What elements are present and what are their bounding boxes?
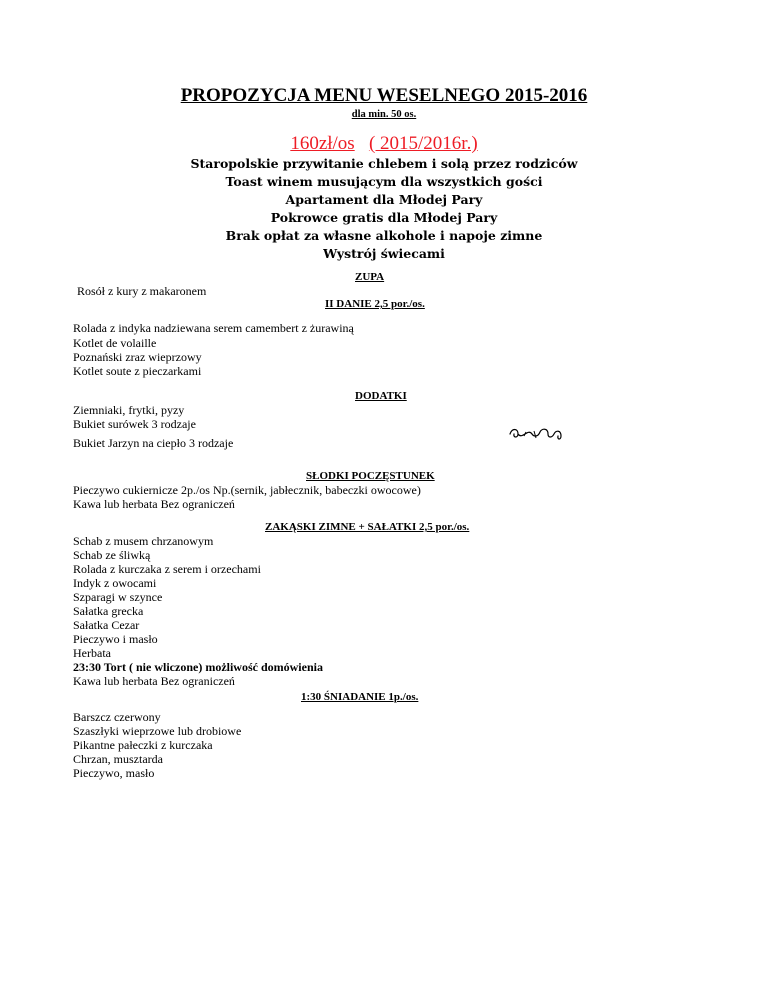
menu-item: Bukiet Jarzyn na ciepło 3 rodzaje [73, 436, 234, 450]
menu-item: Kawa lub herbata Bez ograniczeń [73, 674, 235, 688]
menu-item: Ziemniaki, frytki, pyzy [73, 403, 185, 417]
menu-item: Rolada z indyka nadziewana serem camembert z żurawiną [73, 321, 354, 335]
menu-item: Pieczywo cukiernicze 2p./os Np.(sernik, jabłecznik, babeczki owocowe) [73, 483, 421, 497]
menu-item: Szaszłyki wieprzowe lub drobiowe [73, 724, 242, 738]
perk-item: Toast winem musującym dla wszystkich gości [225, 174, 543, 189]
menu-item: Pikantne pałeczki z kurczaka [73, 738, 213, 752]
menu-item: Kawa lub herbata Bez ograniczeń [73, 497, 235, 511]
menu-item: Sałatka Cezar [73, 618, 140, 632]
menu-item: Kotlet de volaille [73, 336, 157, 350]
menu-item: Schab z musem chrzanowym [73, 534, 214, 548]
menu-item: Bukiet surówek 3 rodzaje [73, 417, 196, 431]
menu-item: Pieczywo i masło [73, 632, 158, 646]
menu-item: Schab ze śliwką [73, 548, 151, 562]
menu-item: Chrzan, musztarda [73, 752, 163, 766]
page-title: PROPOZYCJA MENU WESELNEGO 2015-2016 [180, 85, 588, 106]
section-header-sniadanie: 1:30 ŚNIADANIE 1p./os. [301, 691, 419, 703]
menu-item: Rosół z kury z makaronem [77, 284, 207, 298]
section-header-drugie-danie: II DANIE 2,5 por./os. [325, 298, 425, 310]
price-amount: 160zł/os [290, 133, 355, 154]
menu-item: Pieczywo, masło [73, 766, 155, 780]
menu-item: Kotlet soute z pieczarkami [73, 364, 202, 378]
menu-item: Herbata [73, 646, 111, 660]
tort-note: 23:30 Tort ( nie wliczone) możliwość domówienia [73, 660, 323, 674]
section-header-dodatki: DODATKI [355, 390, 407, 402]
menu-item: Poznański zraz wieprzowy [73, 350, 202, 364]
perk-item: Wystrój świecami [323, 246, 445, 261]
menu-item: Szparagi w szynce [73, 590, 163, 604]
perk-item: Staropolskie przywitanie chlebem i solą przez rodziców [190, 156, 578, 171]
price-period: ( 2015/2016r.) [368, 133, 478, 154]
section-header-zupa: ZUPA [355, 271, 385, 283]
menu-item: Rolada z kurczaka z serem i orzechami [73, 562, 261, 576]
subtitle: dla min. 50 os. [351, 109, 417, 120]
menu-item: Sałatka grecka [73, 604, 144, 618]
ornament-icon [506, 422, 566, 448]
menu-item: Indyk z owocami [73, 576, 157, 590]
perk-item: Brak opłat za własne alkohole i napoje zimne [225, 228, 543, 243]
price-line [0, 133, 768, 155]
perk-item: Apartament dla Młodej Pary [285, 192, 483, 207]
section-header-slodki: SŁODKI POCZĘSTUNEK [306, 470, 435, 482]
menu-item: Barszcz czerwony [73, 710, 161, 724]
perk-item: Pokrowce gratis dla Młodej Pary [270, 210, 498, 225]
section-header-zakaski: ZAKĄSKI ZIMNE + SAŁATKI 2,5 por./os. [265, 521, 470, 533]
